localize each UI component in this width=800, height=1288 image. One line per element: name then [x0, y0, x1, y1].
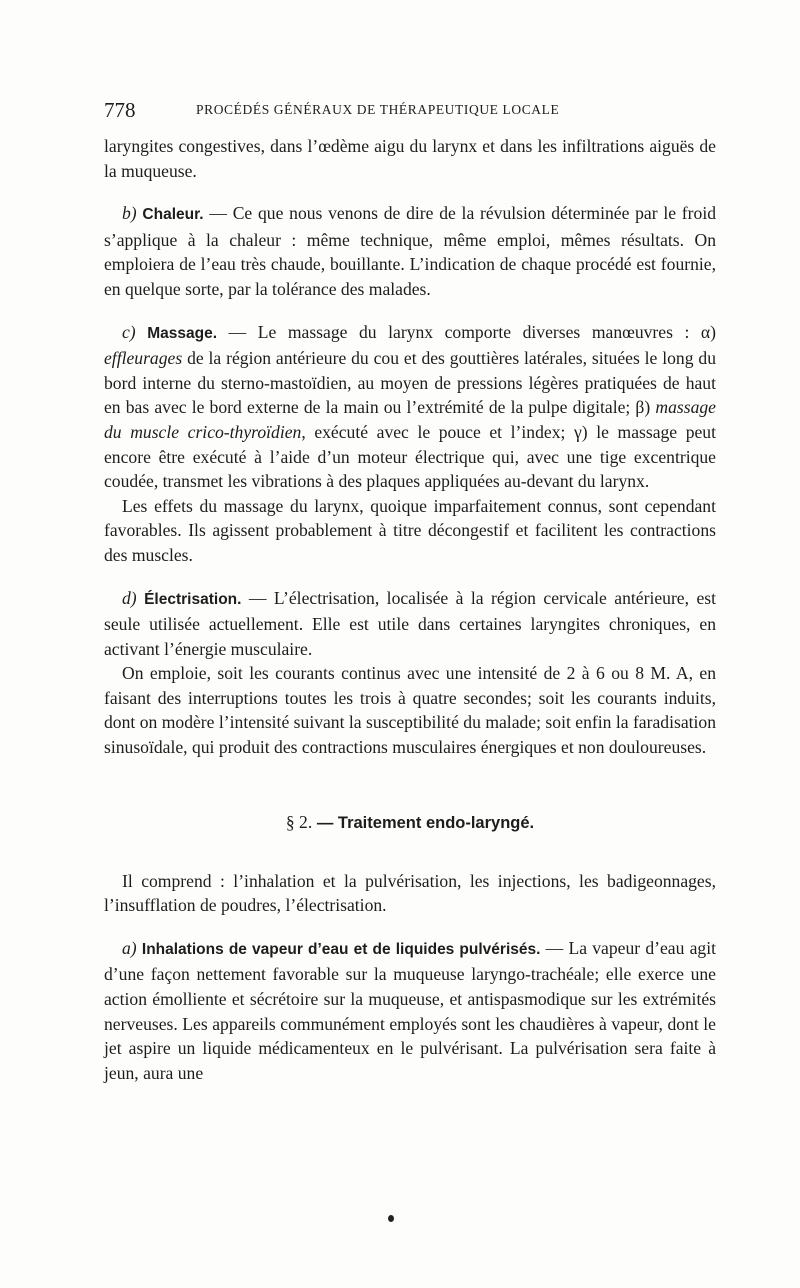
italic-term: massage du muscle crico-thyroïdien: [104, 397, 716, 442]
section-number: § 2.: [285, 811, 313, 832]
paragraph-inhalations: [104, 936, 716, 1086]
paragraph-electrisation: [104, 586, 716, 662]
section-heading: [104, 812, 716, 833]
item-marker: b): [122, 203, 137, 224]
page-body: [104, 96, 716, 1085]
page-number: 778: [104, 98, 136, 122]
heading-electrisation: Électrisation.: [144, 590, 242, 608]
paragraph-massage-effects: Les effets du massage du larynx, quoique imparfaitement connus, sont cependant favorables. Ils agissent probablement à titre décongestif et facilitent les contractions des muscles.: [104, 495, 716, 565]
paragraph-text: de la région antérieure du cou et des gouttières latérales, situées le long du bord interne du sterno-mastoïdien, au moyen de pressions légères pratiquées de haut en bas avec le bord externe de la main ou l’extrémité de la pulpe digitale; β): [104, 348, 716, 418]
paragraph-text: — Le massage du larynx comporte diverses manœuvres : α): [217, 321, 716, 342]
printer-dot: [388, 1215, 394, 1222]
heading-chaleur: Chaleur.: [142, 206, 204, 224]
section-title: — Traitement endo-laryngé.: [312, 813, 535, 832]
paragraph-massage: [104, 320, 716, 494]
paragraph-chaleur: [104, 201, 716, 301]
running-head: [104, 96, 716, 126]
paragraph-text: , exécuté avec le pouce et l’index; γ) le massage peut encore être exécuté à l’aide d’un moteur électrique qui, avec une tige excentrique coudée, transmet les vibrations à des plaques appliquées au-devant du larynx.: [104, 421, 716, 492]
heading-inhalations: Inhalations de vapeur d’eau et de liquides pulvérisés.: [141, 940, 541, 958]
paragraph-text: — Ce que nous venons de dire de la révulsion déterminée par le froid s’applique à la chaleur : même technique, même emploi, mêmes résultats. On emploiera de l’eau très chaude, bouillante. L’indication de chaque procédé est fournie, en quelque sorte, par la tolérance des malades.: [104, 203, 717, 299]
paragraph-courants: On emploie, soit les courants continus avec une intensité de 2 à 6 ou 8 M. A, en faisant des interruptions toutes les trois à quatre secondes; soit les courants induits, dont on modère l’intensité suivant la susceptibilité du malade; soit enfin la faradisation sinusoïdale, qui produit des contractions musculaires énergiques et non douloureuses.: [104, 663, 716, 758]
running-title: PROCÉDÉS GÉNÉRAUX DE THÉRAPEUTIQUE LOCALE: [196, 102, 560, 117]
heading-massage: Massage.: [147, 324, 218, 342]
item-marker: a): [122, 937, 137, 958]
item-marker: c): [122, 321, 136, 342]
paragraph-text: — La vapeur d’eau agit d’une façon nettement favorable sur la muqueuse laryngo-trachéale; elle exerce une action émolliente et sécrétoire sur la muqueuse, et antispasmodique sur les extrémités nerveuses. Les appareils communément employés sont les chaudières à vapeur, dont le jet aspire un liquide médicamenteux en le pulvérisant. La pulvérisation sera faite à jeun, aura une: [104, 937, 716, 1083]
paragraph-intro: laryngites congestives, dans l’œdème aigu du larynx et dans les infiltrations aiguës de la muqueuse.: [104, 136, 716, 181]
paragraph-section-intro: Il comprend : l’inhalation et la pulvérisation, les injections, les badigeonnages, l’insufflation de poudres, l’électrisation.: [104, 870, 716, 916]
paragraph-text: — L’électrisation, localisée à la région cervicale antérieure, est seule utilisée actuellement. Elle est utile dans certaines laryngites chroniques, en activant l’énergie musculaire.: [104, 587, 716, 659]
item-marker: d): [122, 587, 137, 608]
italic-term: effleurages: [104, 348, 183, 369]
